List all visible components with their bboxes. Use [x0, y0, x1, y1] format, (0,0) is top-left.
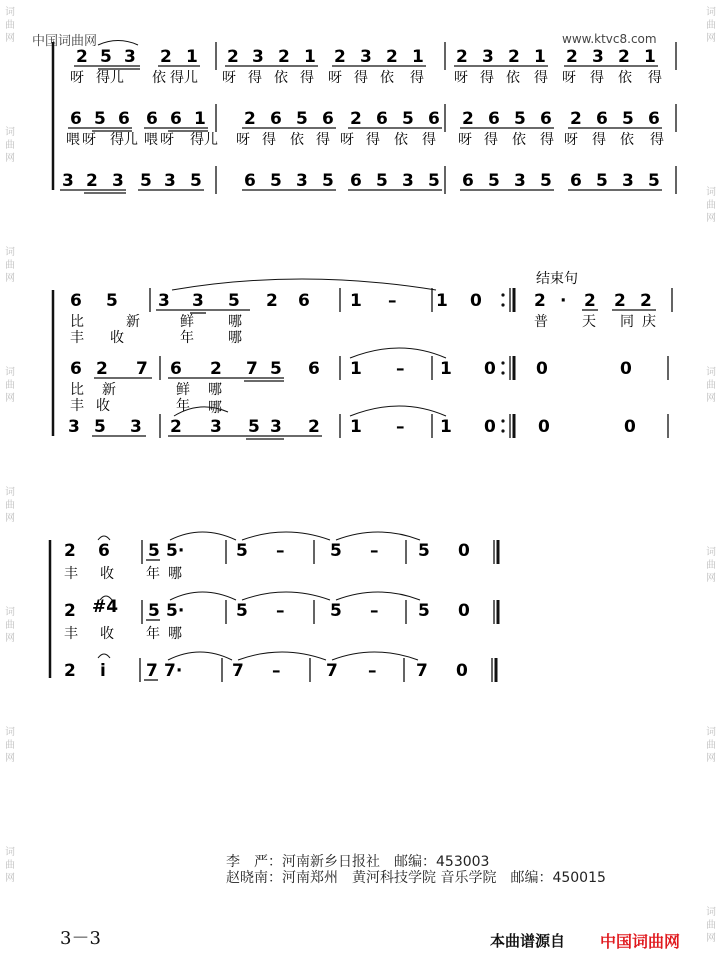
- note: 2: [244, 109, 256, 129]
- slur: [172, 279, 436, 290]
- lyric: 呀: [82, 132, 96, 148]
- right-watermark-3: 词 曲 网: [706, 367, 716, 404]
- composer-credit-1: 李 严：河南新乡日报社 邮编：453003: [226, 854, 490, 870]
- note: 5: [514, 109, 526, 129]
- lyric: 收: [100, 566, 114, 582]
- note: 2: [334, 47, 346, 67]
- system-3: [50, 532, 498, 682]
- note: 2: [308, 417, 320, 437]
- note: 3: [360, 47, 372, 67]
- lyric: 丰: [70, 398, 84, 414]
- note: –: [388, 291, 397, 311]
- note: 1: [412, 47, 424, 67]
- note: 5: [596, 171, 608, 191]
- note: 3: [514, 171, 526, 191]
- lyric: 得: [484, 132, 498, 148]
- note: 6: [298, 291, 310, 311]
- beam-lines: [156, 310, 656, 313]
- lyric: 喂: [66, 132, 80, 148]
- lyric: 得: [366, 132, 380, 148]
- note: 1: [350, 417, 362, 437]
- lyric: 得: [480, 70, 494, 86]
- note: 5: [622, 109, 634, 129]
- lyric: 呀: [160, 132, 174, 148]
- repeat-dot: [501, 361, 504, 364]
- note: 6: [244, 171, 256, 191]
- source-label: 本曲谱源自: [490, 932, 566, 950]
- note: 0: [624, 417, 636, 437]
- note: 2: [350, 109, 362, 129]
- note: 5: [270, 359, 282, 379]
- note: 7: [136, 359, 148, 379]
- note: ·: [560, 291, 567, 311]
- note: 5: [148, 541, 160, 561]
- fermata-icon: [98, 536, 110, 540]
- note: 5: [248, 417, 260, 437]
- composer-credit-2: 赵晓南：河南郑州 黄河科技学院 音乐学院 邮编：450015: [226, 870, 606, 886]
- tie: [170, 592, 236, 600]
- lyric: 得: [590, 70, 604, 86]
- note: 3: [130, 417, 142, 437]
- note: 3: [192, 291, 204, 311]
- note: 2: [170, 417, 182, 437]
- note: 5: [376, 171, 388, 191]
- note: 3: [62, 171, 74, 191]
- note: #4: [92, 597, 119, 617]
- lyric: 呀: [236, 132, 250, 148]
- lyric: 哪: [168, 566, 182, 582]
- note: 5: [296, 109, 308, 129]
- left-watermark-8: 词 曲 网: [5, 847, 15, 884]
- lyric: 哪: [228, 330, 242, 346]
- lyric: 依: [152, 70, 166, 86]
- lyric: 呀: [340, 132, 354, 148]
- note: 7: [232, 661, 244, 681]
- lyric: 依: [394, 132, 408, 148]
- lyric: 丰: [64, 626, 78, 642]
- note: 2: [96, 359, 108, 379]
- note: 5·: [166, 541, 185, 561]
- lyric: 得儿: [96, 70, 124, 86]
- left-watermark-2: 词 曲 网: [5, 127, 15, 164]
- left-watermark-4: 词 曲 网: [5, 367, 15, 404]
- note: 2: [566, 47, 578, 67]
- lyric: 哪: [228, 314, 242, 330]
- left-watermark-1: 词 曲 网: [5, 7, 15, 44]
- note: 3: [592, 47, 604, 67]
- note: 2: [456, 47, 468, 67]
- tie: [332, 652, 418, 660]
- note: 5: [236, 601, 248, 621]
- lyric: 呀: [564, 132, 578, 148]
- note: 6: [118, 109, 130, 129]
- note: 5: [228, 291, 240, 311]
- lyric: 得: [354, 70, 368, 86]
- note: 6: [350, 171, 362, 191]
- note: 0: [538, 417, 550, 437]
- note: 0: [470, 291, 482, 311]
- lyric: 得: [540, 132, 554, 148]
- lyric: 呀: [454, 70, 468, 86]
- note: 6: [170, 359, 182, 379]
- note: 1: [644, 47, 656, 67]
- repeat-dot: [501, 371, 504, 374]
- note: 3: [270, 417, 282, 437]
- note: 3: [622, 171, 634, 191]
- lyric: 得: [592, 132, 606, 148]
- lyric: 得: [410, 70, 424, 86]
- note: 5: [330, 601, 342, 621]
- note: 5: [418, 541, 430, 561]
- repeat-dot: [501, 419, 504, 422]
- note: 5: [428, 171, 440, 191]
- note: 2: [640, 291, 652, 311]
- note: 0: [458, 601, 470, 621]
- page-number: 3－3: [60, 928, 101, 949]
- lyric: 依: [620, 132, 634, 148]
- right-watermark-2: 词 曲 网: [706, 187, 716, 224]
- note: 2: [614, 291, 626, 311]
- note: 0: [458, 541, 470, 561]
- note: –: [276, 601, 285, 621]
- tie: [242, 532, 330, 540]
- repeat-dot: [501, 303, 504, 306]
- lyric: 得: [422, 132, 436, 148]
- note: 6: [270, 109, 282, 129]
- lyric: 年: [146, 626, 160, 642]
- note: 1: [436, 291, 448, 311]
- note: 0: [484, 359, 496, 379]
- system-2: [53, 270, 672, 439]
- lyric: 丰: [64, 566, 78, 582]
- lyric: 收: [100, 626, 114, 642]
- lyric: 天: [582, 314, 596, 330]
- note: 2: [266, 291, 278, 311]
- note: 2: [534, 291, 546, 311]
- note: 3: [402, 171, 414, 191]
- note: 2: [160, 47, 172, 67]
- left-watermark-7: 词 曲 网: [5, 727, 15, 764]
- right-watermark-1: 词 曲 网: [706, 7, 716, 44]
- lyric: 庆: [642, 314, 656, 330]
- lyric: 得: [300, 70, 314, 86]
- beam-lines: [94, 378, 284, 381]
- note: 6: [376, 109, 388, 129]
- lyric: 依: [512, 132, 526, 148]
- lyric: 年: [180, 330, 194, 346]
- note: 1: [350, 291, 362, 311]
- tie: [242, 592, 330, 600]
- note: 3: [112, 171, 124, 191]
- tie: [336, 532, 420, 540]
- note: 3: [158, 291, 170, 311]
- note: 1: [440, 359, 452, 379]
- fermata-icon: [98, 654, 110, 658]
- note: 7: [246, 359, 258, 379]
- lyric: 依: [274, 70, 288, 86]
- lyric: 呀: [328, 70, 342, 86]
- beam-lines: [60, 190, 662, 193]
- note: 6: [428, 109, 440, 129]
- lyric: 依: [618, 70, 632, 86]
- lyric: 呀: [458, 132, 472, 148]
- lyric: 依: [506, 70, 520, 86]
- note: 3: [164, 171, 176, 191]
- note: 3: [252, 47, 264, 67]
- note: 7: [326, 661, 338, 681]
- note: 0: [484, 417, 496, 437]
- lyric: 得: [534, 70, 548, 86]
- lyric: 得: [650, 132, 664, 148]
- lyric: 年: [146, 566, 160, 582]
- beam-lines: [74, 66, 658, 69]
- note: –: [396, 417, 405, 437]
- note: 6: [462, 171, 474, 191]
- note: –: [396, 359, 405, 379]
- right-watermark-6: 词 曲 网: [706, 907, 716, 944]
- left-watermark-3: 词 曲 网: [5, 247, 15, 284]
- tie: [170, 532, 236, 540]
- note: 6: [596, 109, 608, 129]
- repeat-dot: [501, 429, 504, 432]
- lyric: 收: [110, 330, 124, 346]
- lyric: 得儿: [190, 132, 218, 148]
- note: 2: [227, 47, 239, 67]
- tie: [238, 652, 326, 660]
- lyric: 依: [290, 132, 304, 148]
- note: 2: [210, 359, 222, 379]
- repeat-dot: [501, 293, 504, 296]
- left-watermark-5: 词 曲 网: [5, 487, 15, 524]
- lyric: 哪: [208, 382, 222, 398]
- note: 1: [350, 359, 362, 379]
- note: –: [276, 541, 285, 561]
- note: 5: [100, 47, 112, 67]
- lyric: 比: [70, 314, 84, 330]
- note: 6: [70, 109, 82, 129]
- note: 0: [620, 359, 632, 379]
- note: –: [368, 661, 377, 681]
- lyric: 年: [176, 398, 190, 414]
- beam-lines: [68, 128, 662, 131]
- note: 6: [540, 109, 552, 129]
- note: 6: [170, 109, 182, 129]
- note: –: [370, 541, 379, 561]
- lyric: 得儿: [170, 70, 198, 86]
- lyric: 呀: [70, 70, 84, 86]
- note: 6: [570, 171, 582, 191]
- lyric: 得: [648, 70, 662, 86]
- note: i: [100, 661, 106, 681]
- note: 5: [488, 171, 500, 191]
- note: 6: [98, 541, 110, 561]
- note: 3: [124, 47, 136, 67]
- note: 6: [70, 291, 82, 311]
- note: 6: [488, 109, 500, 129]
- lyric: 得: [248, 70, 262, 86]
- note: 0: [536, 359, 548, 379]
- note: 2: [278, 47, 290, 67]
- note: 2: [76, 47, 88, 67]
- lyric: 普: [534, 314, 548, 330]
- slur: [98, 41, 138, 46]
- lyric: 同: [620, 314, 634, 330]
- beam-lines: [92, 436, 322, 439]
- lyric: 丰: [70, 330, 84, 346]
- note: 5: [270, 171, 282, 191]
- note: 5: [140, 171, 152, 191]
- lyric: 新: [126, 314, 140, 330]
- lyric: 新: [102, 382, 116, 398]
- note: 7·: [164, 661, 183, 681]
- lyric: 依: [380, 70, 394, 86]
- note: 6: [648, 109, 660, 129]
- note: 5: [94, 417, 106, 437]
- note: 5: [330, 541, 342, 561]
- system-1: [53, 41, 676, 195]
- tie: [336, 592, 420, 600]
- note: 1: [194, 109, 206, 129]
- note: 5: [236, 541, 248, 561]
- note: 2: [64, 601, 76, 621]
- note: 2: [570, 109, 582, 129]
- lyric: 呀: [222, 70, 236, 86]
- note: –: [370, 601, 379, 621]
- lyric: 喂: [144, 132, 158, 148]
- note: 2: [386, 47, 398, 67]
- note: 5: [402, 109, 414, 129]
- note: 5·: [166, 601, 185, 621]
- left-watermark-6: 词 曲 网: [5, 607, 15, 644]
- lyric: 比: [70, 382, 84, 398]
- note: 2: [64, 661, 76, 681]
- lyric: 鲜: [180, 314, 194, 330]
- site-name-header: 中国词曲网: [32, 34, 98, 49]
- note: 3: [296, 171, 308, 191]
- note: 7: [146, 661, 158, 681]
- lyric: 得: [316, 132, 330, 148]
- lyric: 收: [96, 398, 110, 414]
- right-watermark-4: 词 曲 网: [706, 547, 716, 584]
- note: 6: [308, 359, 320, 379]
- note: 6: [70, 359, 82, 379]
- note: 2: [86, 171, 98, 191]
- note: 1: [440, 417, 452, 437]
- note: 5: [540, 171, 552, 191]
- lyric: 哪: [168, 626, 182, 642]
- note: –: [272, 661, 281, 681]
- note: 2: [584, 291, 596, 311]
- note: 6: [322, 109, 334, 129]
- lyric: 鲜: [176, 382, 190, 398]
- note: 3: [68, 417, 80, 437]
- note: 5: [190, 171, 202, 191]
- note: 1: [186, 47, 198, 67]
- note: 6: [146, 109, 158, 129]
- note: 2: [618, 47, 630, 67]
- lyric: 得: [262, 132, 276, 148]
- note: 1: [304, 47, 316, 67]
- ending-phrase-label: 结束句: [536, 271, 578, 287]
- lyric: 哪: [208, 400, 222, 416]
- note: 5: [322, 171, 334, 191]
- note: 0: [456, 661, 468, 681]
- lyric: 呀: [562, 70, 576, 86]
- note: 3: [210, 417, 222, 437]
- note: 5: [94, 109, 106, 129]
- lyric: 得儿: [110, 132, 138, 148]
- source-brand-link[interactable]: 中国词曲网: [600, 932, 681, 951]
- site-url-header[interactable]: www.ktvc8.com: [562, 32, 657, 46]
- note: 5: [418, 601, 430, 621]
- right-watermark-5: 词 曲 网: [706, 727, 716, 764]
- note: 5: [648, 171, 660, 191]
- note: 1: [534, 47, 546, 67]
- note: 5: [148, 601, 160, 621]
- note: 7: [416, 661, 428, 681]
- note: 2: [508, 47, 520, 67]
- note: 3: [482, 47, 494, 67]
- note: 2: [64, 541, 76, 561]
- note: 5: [106, 291, 118, 311]
- note: 2: [462, 109, 474, 129]
